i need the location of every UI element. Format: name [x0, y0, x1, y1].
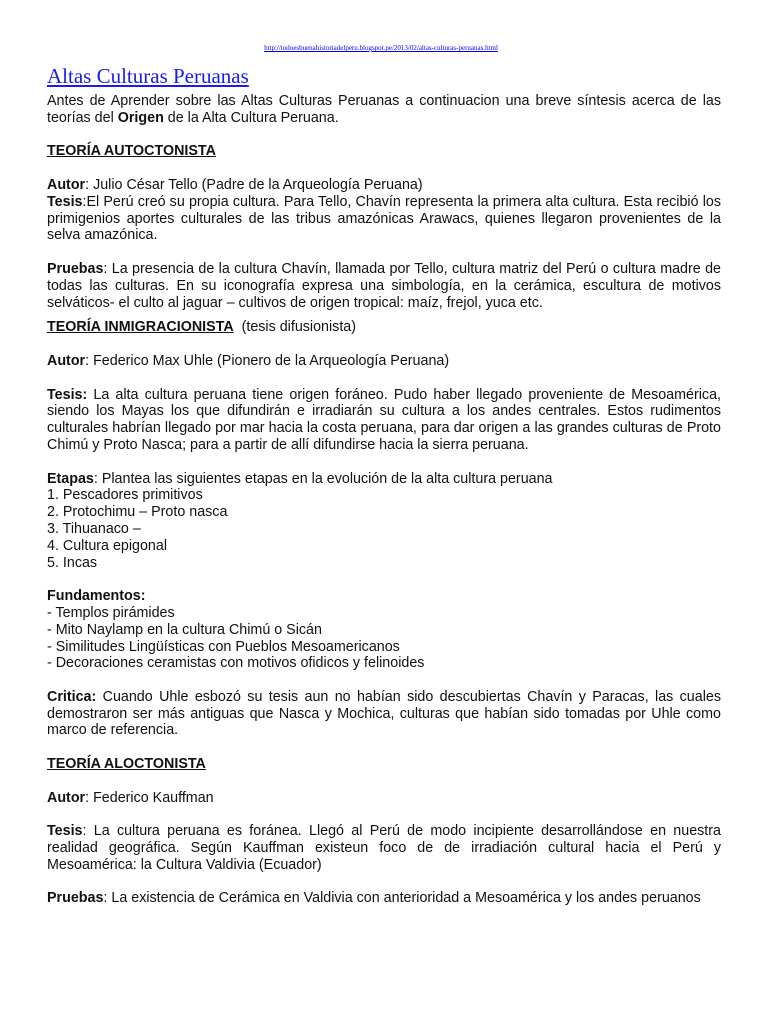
list-item: - Similitudes Lingüísticas con Pueblos Mesoamericanos: [47, 638, 400, 655]
s3-autor: [47, 790, 721, 807]
heading-note: (tesis difusionista): [233, 319, 357, 336]
label: Pruebas: [47, 890, 104, 907]
s2-etapas: [47, 471, 721, 488]
section-heading-autoctonista: [47, 143, 721, 160]
source-url-link[interactable]: http://todoesbuenahistoriadelperu.blogspot.pe/2013/02/altas-culturas-peruanas.html: [264, 44, 498, 52]
text: : Julio César Tello (Padre de la Arqueología Peruana): [85, 176, 423, 193]
s2-autor: [47, 353, 721, 370]
s3-tesis: [47, 823, 721, 873]
list-item: 4. Cultura epigonal: [47, 537, 168, 554]
label: Tesis:: [47, 386, 88, 403]
text: Cuando Uhle esbozó su tesis aun no habían sido descubiertas Chavín y Paracas, las cuales demostraron ser más antiguas que Nasca y Mochica, culturas que habían sido tomadas por Uhle como marco de referencia.: [47, 688, 721, 739]
label: Critica:: [47, 688, 97, 705]
label: Etapas: [47, 470, 94, 487]
text: : La presencia de la cultura Chavín, llamada por Tello, cultura matriz del Perú o cultura madre de todas las culturas. En su iconografía expresa una simbología, en la cerámica, escultura de motivos selváticos- el culto al jaguar – cultivos de origen tropical: maíz, frejol, yuca etc.: [47, 260, 721, 311]
list-item: 5. Incas: [47, 554, 98, 571]
etapas-list: [47, 487, 721, 571]
fundamentos-list: [47, 605, 721, 672]
label: Tesis: [47, 193, 83, 210]
section-heading-aloctonista: [47, 756, 721, 773]
list-item: 3. Tihuanaco –: [47, 520, 141, 537]
label: Fundamentos:: [47, 588, 146, 605]
list-item: 1. Pescadores primitivos: [47, 487, 203, 504]
label: Tesis: [47, 823, 83, 840]
s2-critica: [47, 689, 721, 739]
list-item: - Mito Naylamp en la cultura Chimú o Sicán: [47, 621, 322, 638]
list-item: - Decoraciones ceramistas con motivos ofidicos y felinoides: [47, 655, 425, 672]
text: : Federico Kauffman: [85, 789, 214, 806]
s2-tesis: [47, 387, 721, 454]
label: Pruebas: [47, 260, 104, 277]
list-item: 2. Protochimu – Proto nasca: [47, 504, 228, 521]
label: Autor: [47, 176, 86, 193]
s1-pruebas: [47, 261, 721, 311]
intro-text: Antes de Aprender sobre las Altas Culturas Peruanas a continuacion una breve síntesis acerca de las teorías del: [47, 93, 721, 126]
heading-text: TEORÍA AUTOCTONISTA: [47, 143, 216, 160]
text: : Federico Max Uhle (Pionero de la Arqueología Peruana): [85, 352, 450, 369]
label: Autor: [47, 789, 86, 806]
text: : La existencia de Cerámica en Valdivia con anterioridad a Mesoamérica y los andes peruanos: [103, 890, 701, 907]
s1-tesis: [47, 194, 721, 244]
label: Autor: [47, 352, 86, 369]
intro-paragraph: [47, 93, 721, 127]
text: La alta cultura peruana tiene origen foráneo. Pudo haber llegado proveniente de Mesoamérica, siendo los Mayas los que difundirán e irradiarán su cultura a los andes centrales. Estos rudimentos culturales habrían llegado por mar hacia la costa peruana, para dar origen a las grandes culturas de Proto Chimú y Proto Nasca; para a partir de allí difundirse hacia la sierra peruana.: [47, 386, 721, 453]
document-page: [47, 44, 721, 907]
heading-text: TEORÍA ALOCTONISTA: [47, 756, 206, 773]
s2-fundamentos-label: [47, 588, 721, 605]
text: : Plantea las siguientes etapas en la evolución de la alta cultura peruana: [93, 470, 553, 487]
intro-bold: Origen: [117, 109, 164, 126]
intro-text-end: de la Alta Cultura Peruana.: [163, 109, 339, 126]
section-heading-inmigracionista: [47, 319, 721, 336]
s1-autor: [47, 177, 721, 194]
s3-pruebas: [47, 890, 721, 907]
list-item: - Templos pirámides: [47, 604, 175, 621]
page-title-link[interactable]: Altas Culturas Peruanas: [47, 64, 249, 88]
text: :El Perú creó su propia cultura. Para Tello, Chavín representa la primera alta cultura. Esta recibió los primigenios aportes culturales de las tribus amazónicas Arawacs, quienes llegaron provenientes de la selva amazónica.: [47, 193, 721, 244]
text: : La cultura peruana es foránea. Llegó al Perú de modo incipiente desarrollándose en nuestra realidad geográfica. Según Kauffman existeun foco de de irradiación cultural hacia el Perú y Mesoamérica: la Cultura Valdivia (Ecuador): [47, 823, 721, 873]
heading-text: TEORÍA INMIGRACIONISTA: [47, 319, 234, 336]
